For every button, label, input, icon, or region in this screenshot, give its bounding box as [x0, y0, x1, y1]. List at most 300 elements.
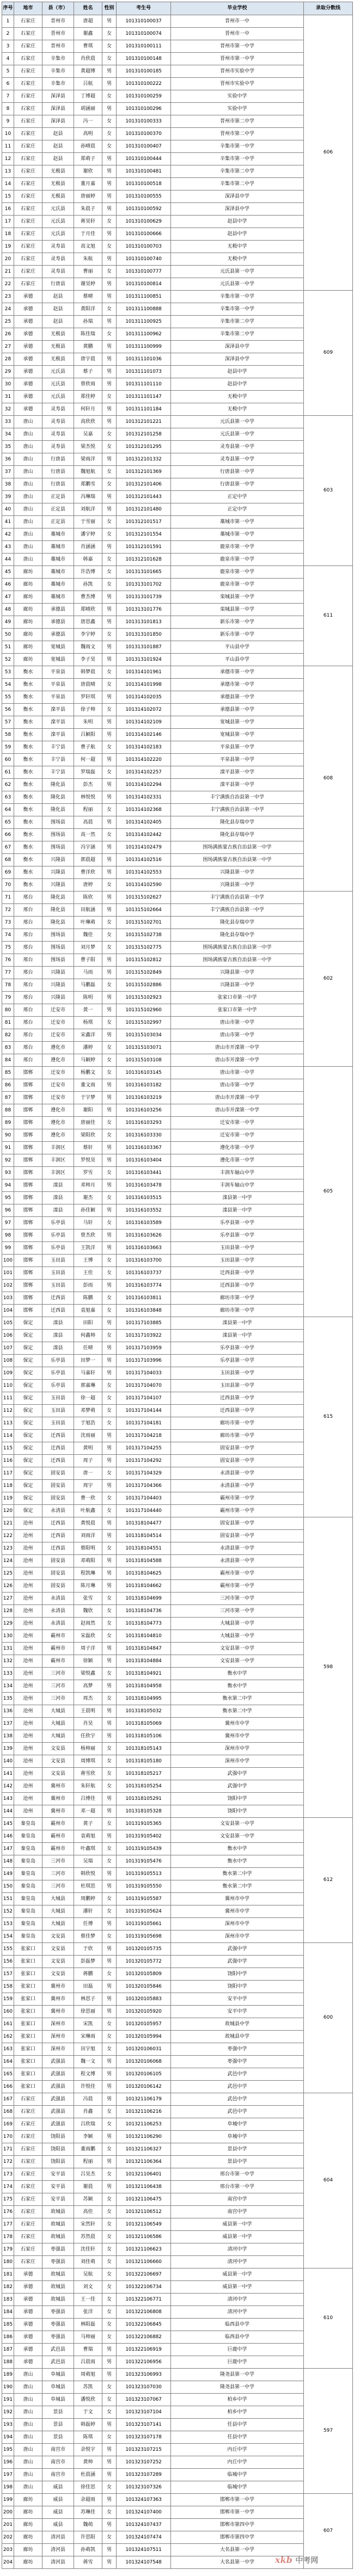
cell-gender: 女 — [102, 53, 117, 65]
table-row — [2, 2356, 353, 2369]
cell-index: 43 — [2, 541, 14, 554]
table-row — [2, 2193, 353, 2206]
cell-name: 蒋鹏 — [74, 1968, 102, 1981]
cell-gender: 女 — [102, 1593, 117, 1605]
table-row — [2, 78, 353, 90]
cell-index: 94 — [2, 1179, 14, 1192]
cell-exam-number: 101324107363 — [117, 2494, 171, 2506]
cell-name: 曹子航 — [74, 741, 102, 754]
cell-exam-number: 101320105994 — [117, 2031, 171, 2043]
cell-city: 廊坊 — [14, 604, 42, 616]
cell-county: 平泉县 — [42, 691, 74, 704]
cell-gender: 男 — [102, 378, 117, 391]
cell-county: 故城县 — [42, 2268, 74, 2281]
cell-index: 38 — [2, 478, 14, 491]
cell-name: 叶鑫琪 — [74, 1843, 102, 1855]
cell-gender: 男 — [102, 416, 117, 428]
table-row — [2, 203, 353, 216]
cell-index: 139 — [2, 1743, 14, 1755]
cell-county: 晋州市 — [42, 28, 74, 40]
cell-county: 大城县 — [42, 1705, 74, 1718]
cell-index: 178 — [2, 2231, 14, 2243]
cell-city: 石家庄 — [14, 2256, 42, 2268]
cell-name: 梁阳欣 — [74, 1129, 102, 1142]
cell-index: 192 — [2, 2406, 14, 2419]
cell-county: 大城县 — [42, 1730, 74, 1743]
cell-name: 董文雨 — [74, 1079, 102, 1092]
cell-name: 李颖 — [74, 2131, 102, 2143]
cell-school: 三河市第一中学 — [171, 1605, 304, 1618]
cell-school: 承德市第一中学 — [171, 679, 304, 691]
cell-school: 迁西县第一中学 — [171, 1280, 304, 1292]
cell-exam-number: 101316103663 — [117, 1242, 171, 1255]
cell-index: 195 — [2, 2444, 14, 2456]
cell-exam-number: 101318104921 — [117, 1668, 171, 1680]
table-row — [2, 1743, 353, 1755]
table-row — [2, 241, 353, 253]
cell-index: 188 — [2, 2356, 14, 2369]
cell-county: 深州市 — [42, 2031, 74, 2043]
cell-county: 迁西县 — [42, 1455, 74, 1467]
cell-name: 郑萌子 — [74, 153, 102, 165]
cell-school: 大名县第一中学 — [171, 2544, 304, 2556]
cell-index: 26 — [2, 328, 14, 341]
cell-gender: 女 — [102, 1417, 117, 1430]
cell-county: 赵县 — [42, 316, 74, 328]
table-row — [2, 441, 353, 453]
cell-gender: 女 — [102, 2319, 117, 2331]
cell-index: 82 — [2, 1029, 14, 1042]
cell-name: 王佳 — [74, 1267, 102, 1280]
cell-index: 19 — [2, 241, 14, 253]
cell-school: 饶阳中学 — [171, 1981, 304, 1993]
cell-index: 80 — [2, 1004, 14, 1017]
cell-index: 168 — [2, 2106, 14, 2118]
cell-city: 邯郸 — [14, 1217, 42, 1229]
cell-name: 林思子 — [74, 1993, 102, 2006]
cell-exam-number: 101322106771 — [117, 2294, 171, 2306]
table-row — [2, 366, 353, 378]
cell-gender: 男 — [102, 1880, 117, 1893]
cell-school: 清河中学 — [171, 2256, 304, 2268]
cell-gender: 女 — [102, 804, 117, 816]
cell-exam-number: 101314102590 — [117, 879, 171, 892]
cell-city: 唐山 — [14, 503, 42, 516]
table-row — [2, 1705, 353, 1718]
cell-school: 辛集市第二中学 — [171, 316, 304, 328]
cell-county: 藁城市 — [42, 591, 74, 604]
cell-county: 平泉县 — [42, 679, 74, 691]
cell-school: 临城中学 — [171, 2481, 304, 2494]
cell-exam-number: 101320106142 — [117, 2081, 171, 2093]
cell-name: 唐晨晴 — [74, 679, 102, 691]
cell-name: 潘婷 — [74, 1042, 102, 1054]
cell-county: 武强县 — [42, 2068, 74, 2081]
cell-name: 唐丽婷 — [74, 190, 102, 203]
cell-name: 沈佳轩 — [74, 2243, 102, 2256]
cell-school: 深州市中学 — [171, 1743, 304, 1755]
cell-gender: 女 — [102, 2394, 117, 2406]
cell-city: 邯郸 — [14, 1104, 42, 1117]
cell-name: 马雨 — [74, 967, 102, 979]
cell-city: 保定 — [14, 1355, 42, 1367]
cell-county: 威县 — [42, 2481, 74, 2494]
cell-gender: 女 — [102, 1129, 117, 1142]
cell-name: 罗悦昊 — [74, 1154, 102, 1167]
cell-index: 130 — [2, 1630, 14, 1643]
cell-county: 无极县 — [42, 328, 74, 341]
cell-gender: 女 — [102, 1017, 117, 1029]
cell-city: 邢台 — [14, 979, 42, 992]
cell-index: 194 — [2, 2431, 14, 2444]
cell-gender: 男 — [102, 1079, 117, 1092]
cell-city: 承德 — [14, 403, 42, 416]
cell-gender: 男 — [102, 1367, 117, 1380]
table-row — [2, 516, 353, 528]
table-row — [2, 1893, 353, 1905]
table-row — [2, 266, 353, 278]
table-row — [2, 140, 353, 153]
cell-exam-number: 101314102516 — [117, 854, 171, 866]
cell-school: 深州市中学 — [171, 1918, 304, 1931]
cell-county: 迁安市 — [42, 1079, 74, 1092]
cell-school: 辛集市第一中学 — [171, 291, 304, 303]
table-row — [2, 2369, 353, 2381]
cell-gender: 男 — [102, 967, 117, 979]
cell-exam-number: 101318104736 — [117, 1605, 171, 1618]
cell-gender: 女 — [102, 829, 117, 841]
cell-city: 沧州 — [14, 1555, 42, 1567]
cell-county: 晋州市 — [42, 40, 74, 53]
cell-school: 阜城中学 — [171, 2118, 304, 2131]
cell-gender: 男 — [102, 1981, 117, 1993]
cell-exam-number: 101311100962 — [117, 328, 171, 341]
cell-county: 辛集市 — [42, 65, 74, 78]
cell-county: 枣强县 — [42, 2331, 74, 2344]
cell-gender: 女 — [102, 2506, 117, 2519]
table-row — [2, 2231, 353, 2243]
cell-index: 57 — [2, 716, 14, 729]
cell-exam-number: 101310100037 — [117, 15, 171, 28]
cell-school: 深泽县中学 — [171, 341, 304, 353]
watermark-site: 中考网 — [295, 2556, 319, 2565]
cell-city: 保定 — [14, 1442, 42, 1455]
cell-index: 37 — [2, 466, 14, 478]
cell-county: 元氏县 — [42, 216, 74, 228]
cell-name: 孙瑞 — [74, 316, 102, 328]
cell-city: 承德 — [14, 303, 42, 316]
table-row — [2, 1004, 353, 1017]
table-row — [2, 1530, 353, 1542]
cell-index: 14 — [2, 178, 14, 190]
cell-city: 石家庄 — [14, 165, 42, 178]
cell-county: 丰宁县 — [42, 766, 74, 779]
cell-gender: 男 — [102, 1643, 117, 1655]
cell-county: 永清县 — [42, 1605, 74, 1618]
cell-exam-number: 101312101406 — [117, 478, 171, 491]
cell-county: 武强县 — [42, 2106, 74, 2118]
cell-index: 107 — [2, 1342, 14, 1355]
cell-index: 144 — [2, 1805, 14, 1818]
cell-county: 灵寿县 — [42, 428, 74, 441]
cell-gender: 女 — [102, 2256, 117, 2268]
cell-city: 张家口 — [14, 2043, 42, 2056]
cell-exam-number: 101310100666 — [117, 228, 171, 241]
cell-name: 魏一文 — [74, 2056, 102, 2068]
cell-exam-number: 101314102109 — [117, 716, 171, 729]
cell-exam-number: 101311101147 — [117, 391, 171, 403]
cell-gender: 男 — [102, 1430, 117, 1442]
table-row — [2, 691, 353, 704]
cell-name: 梁悦鑫 — [74, 1668, 102, 1680]
cell-county: 文安县 — [42, 1943, 74, 1956]
cell-county: 无极县 — [42, 178, 74, 190]
cell-gender: 男 — [102, 2156, 117, 2168]
cell-city: 邢台 — [14, 967, 42, 979]
table-row — [2, 866, 353, 879]
cell-index: 106 — [2, 1330, 14, 1342]
cell-name: 于文 — [74, 2406, 102, 2419]
cell-school: 丰润车轴山中学 — [171, 1179, 304, 1192]
cell-school: 滦县第一中学 — [171, 1330, 304, 1342]
cell-index: 136 — [2, 1705, 14, 1718]
cell-index: 198 — [2, 2481, 14, 2494]
table-row — [2, 153, 353, 165]
cell-city: 石家庄 — [14, 40, 42, 53]
cell-gender: 男 — [102, 2093, 117, 2106]
cell-school: 唐山市第一中学 — [171, 1067, 304, 1079]
table-row — [2, 879, 353, 892]
cell-school: 栾城县第一中学 — [171, 591, 304, 604]
cell-index: 39 — [2, 491, 14, 503]
cell-exam-number: 101315102886 — [117, 979, 171, 992]
cell-name: 曹琪 — [74, 40, 102, 53]
cell-name: 冯宇涵 — [74, 841, 102, 854]
table-row — [2, 666, 353, 679]
cell-gender: 女 — [102, 2431, 117, 2444]
table-row — [2, 766, 353, 779]
cell-exam-number: 101310100296 — [117, 103, 171, 115]
cell-county: 元氏县 — [42, 203, 74, 216]
cell-index: 103 — [2, 1292, 14, 1305]
table-row — [2, 303, 353, 316]
cell-name: 谢昊婷 — [74, 278, 102, 291]
cell-gender: 男 — [102, 2544, 117, 2556]
cell-exam-number: 101317104070 — [117, 1380, 171, 1392]
table-body — [2, 15, 353, 2569]
cell-gender: 男 — [102, 1868, 117, 1880]
cell-school: 饶阳中学 — [171, 1968, 304, 1981]
cell-county: 文安县 — [42, 1768, 74, 1780]
cell-index: 9 — [2, 115, 14, 128]
cell-gender: 男 — [102, 691, 117, 704]
cell-county: 行唐县 — [42, 453, 74, 466]
cell-gender: 女 — [102, 216, 117, 228]
cell-exam-number: 101323107178 — [117, 2431, 171, 2444]
cell-exam-number: 101315102923 — [117, 992, 171, 1004]
cell-school: 霸州市第一中学 — [171, 1492, 304, 1505]
table-row — [2, 478, 353, 491]
cell-exam-number: 101310100703 — [117, 241, 171, 253]
table-row — [2, 328, 353, 341]
cell-county: 灵寿县 — [42, 241, 74, 253]
cell-school: 张家口市第一中学 — [171, 992, 304, 1004]
table-row — [2, 654, 353, 666]
cell-school: 故城县中学 — [171, 2018, 304, 2031]
table-row — [2, 716, 353, 729]
cell-name: 胡涵丽 — [74, 103, 102, 115]
cell-school: 永清县第一中学 — [171, 1542, 304, 1555]
cell-school: 大城县第一中学 — [171, 1630, 304, 1643]
table-row — [2, 2381, 353, 2394]
table-row — [2, 1981, 353, 1993]
cell-name: 苏琳佳 — [74, 2506, 102, 2519]
cell-index: 133 — [2, 1668, 14, 1680]
cell-gender: 女 — [102, 1255, 117, 1267]
table-row — [2, 2469, 353, 2481]
cell-city: 石家庄 — [14, 115, 42, 128]
cell-name: 赵雨然 — [74, 1618, 102, 1630]
cell-index: 185 — [2, 2319, 14, 2331]
cell-index: 27 — [2, 341, 14, 353]
cell-exam-number: 101316103367 — [117, 1142, 171, 1154]
table-row — [2, 2306, 353, 2319]
cell-city: 邢台 — [14, 942, 42, 954]
cell-index: 101 — [2, 1267, 14, 1280]
cell-name: 郑鹏雪 — [74, 478, 102, 491]
cell-county: 清河县 — [42, 2556, 74, 2569]
cell-county: 威县 — [42, 2506, 74, 2519]
cell-city: 邯郸 — [14, 1305, 42, 1317]
cell-name: 程文博 — [74, 2068, 102, 2081]
cell-index: 105 — [2, 1317, 14, 1330]
cell-index: 161 — [2, 2018, 14, 2031]
cell-index: 187 — [2, 2344, 14, 2356]
table-row — [2, 604, 353, 616]
cell-school: 赵县中学 — [171, 216, 304, 228]
cell-county: 霸州市 — [42, 1818, 74, 1830]
cell-name: 余悦宇 — [74, 2444, 102, 2456]
cell-school: 鹿泉市第一中学 — [171, 566, 304, 579]
cell-city: 沧州 — [14, 1668, 42, 1680]
cell-index: 108 — [2, 1355, 14, 1367]
cell-county: 灵寿县 — [42, 416, 74, 428]
cell-county: 玉田县 — [42, 1392, 74, 1405]
cell-name: 曾杰欣 — [74, 1229, 102, 1242]
table-row — [2, 2118, 353, 2131]
cell-county: 赵县 — [42, 128, 74, 140]
cell-name: 朱航 — [74, 253, 102, 266]
table-row — [2, 1442, 353, 1455]
cell-city: 邯郸 — [14, 1154, 42, 1167]
cell-city: 唐山 — [14, 2369, 42, 2381]
cell-gender: 男 — [102, 866, 117, 879]
cell-index: 34 — [2, 428, 14, 441]
cell-city: 唐山 — [14, 2419, 42, 2431]
cell-name: 曾欣雨 — [74, 378, 102, 391]
cell-school: 兴隆县第一中学 — [171, 879, 304, 892]
cell-name: 高欣欣 — [74, 416, 102, 428]
cell-gender: 女 — [102, 979, 117, 992]
cell-county: 围场县 — [42, 929, 74, 942]
cell-city: 张家口 — [14, 1943, 42, 1956]
cell-county: 枣强县 — [42, 2256, 74, 2268]
table-row — [2, 1229, 353, 1242]
cell-school: 武强中学 — [171, 1943, 304, 1956]
cell-index: 44 — [2, 554, 14, 566]
cell-name: 韩磊婷 — [74, 2419, 102, 2431]
cell-exam-number: 101310100777 — [117, 266, 171, 278]
table-row — [2, 190, 353, 203]
cell-exam-number: 101310100407 — [117, 140, 171, 153]
cell-exam-number: 101316103848 — [117, 1305, 171, 1317]
cell-gender: 男 — [102, 1718, 117, 1730]
cell-school: 霸州市第一中学 — [171, 1505, 304, 1517]
header-score: 录取分数线 — [304, 2, 353, 15]
cell-exam-number: 101315103108 — [117, 1054, 171, 1067]
cell-exam-number: 101316103182 — [117, 1079, 171, 1092]
cell-city: 廊坊 — [14, 2519, 42, 2531]
cell-gender: 男 — [102, 954, 117, 967]
cell-city: 邢台 — [14, 1029, 42, 1042]
cell-index: 193 — [2, 2419, 14, 2431]
cell-school: 霸州市第一中学 — [171, 1567, 304, 1580]
cell-gender: 女 — [102, 1668, 117, 1680]
cell-city: 石家庄 — [14, 2156, 42, 2168]
cell-exam-number: 101318105032 — [117, 1705, 171, 1718]
cell-exam-number: 101312101517 — [117, 516, 171, 528]
table-row — [2, 1805, 353, 1818]
cell-city: 沧州 — [14, 1693, 42, 1705]
table-row — [2, 841, 353, 854]
cell-county: 故城县 — [42, 2218, 74, 2231]
cell-school: 丰宁满族自治县第一中学 — [171, 904, 304, 917]
table-row — [2, 528, 353, 541]
cell-exam-number: 101314102183 — [117, 741, 171, 754]
table-row — [2, 1718, 353, 1730]
cell-gender: 男 — [102, 654, 117, 666]
cell-index: 30 — [2, 378, 14, 391]
cell-exam-number: 101311100925 — [117, 316, 171, 328]
cell-school: 承德市第一中学 — [171, 666, 304, 679]
cell-school: 张家口市第一中学 — [171, 1004, 304, 1017]
cell-index: 71 — [2, 892, 14, 904]
cell-school: 武邑中学 — [171, 2081, 304, 2093]
cell-exam-number: 101315102849 — [117, 967, 171, 979]
cell-gender: 男 — [102, 1142, 117, 1154]
cell-school: 平泉县第一中学 — [171, 754, 304, 766]
cell-city: 邯郸 — [14, 1092, 42, 1104]
cell-city: 秦皇岛 — [14, 1905, 42, 1918]
cell-school: 固安县第一中学 — [171, 1442, 304, 1455]
table-row — [2, 2394, 353, 2406]
cell-county: 大城县 — [42, 1718, 74, 1730]
cell-index: 164 — [2, 2056, 14, 2068]
cell-name: 陈佳瑞 — [74, 328, 102, 341]
cell-county: 丰润区 — [42, 1142, 74, 1154]
cell-index: 149 — [2, 1868, 14, 1880]
cell-city: 石家庄 — [14, 266, 42, 278]
cell-gender: 女 — [102, 1931, 117, 1943]
cell-exam-number: 101321106660 — [117, 2256, 171, 2268]
cell-exam-number: 101324107548 — [117, 2556, 171, 2569]
cell-name: 田宇旭 — [74, 2043, 102, 2056]
cell-name: 任欣宇 — [74, 1730, 102, 1743]
table-row — [2, 616, 353, 629]
cell-city: 保定 — [14, 1505, 42, 1517]
cell-city: 沧州 — [14, 1768, 42, 1780]
cell-city: 衡水 — [14, 829, 42, 841]
